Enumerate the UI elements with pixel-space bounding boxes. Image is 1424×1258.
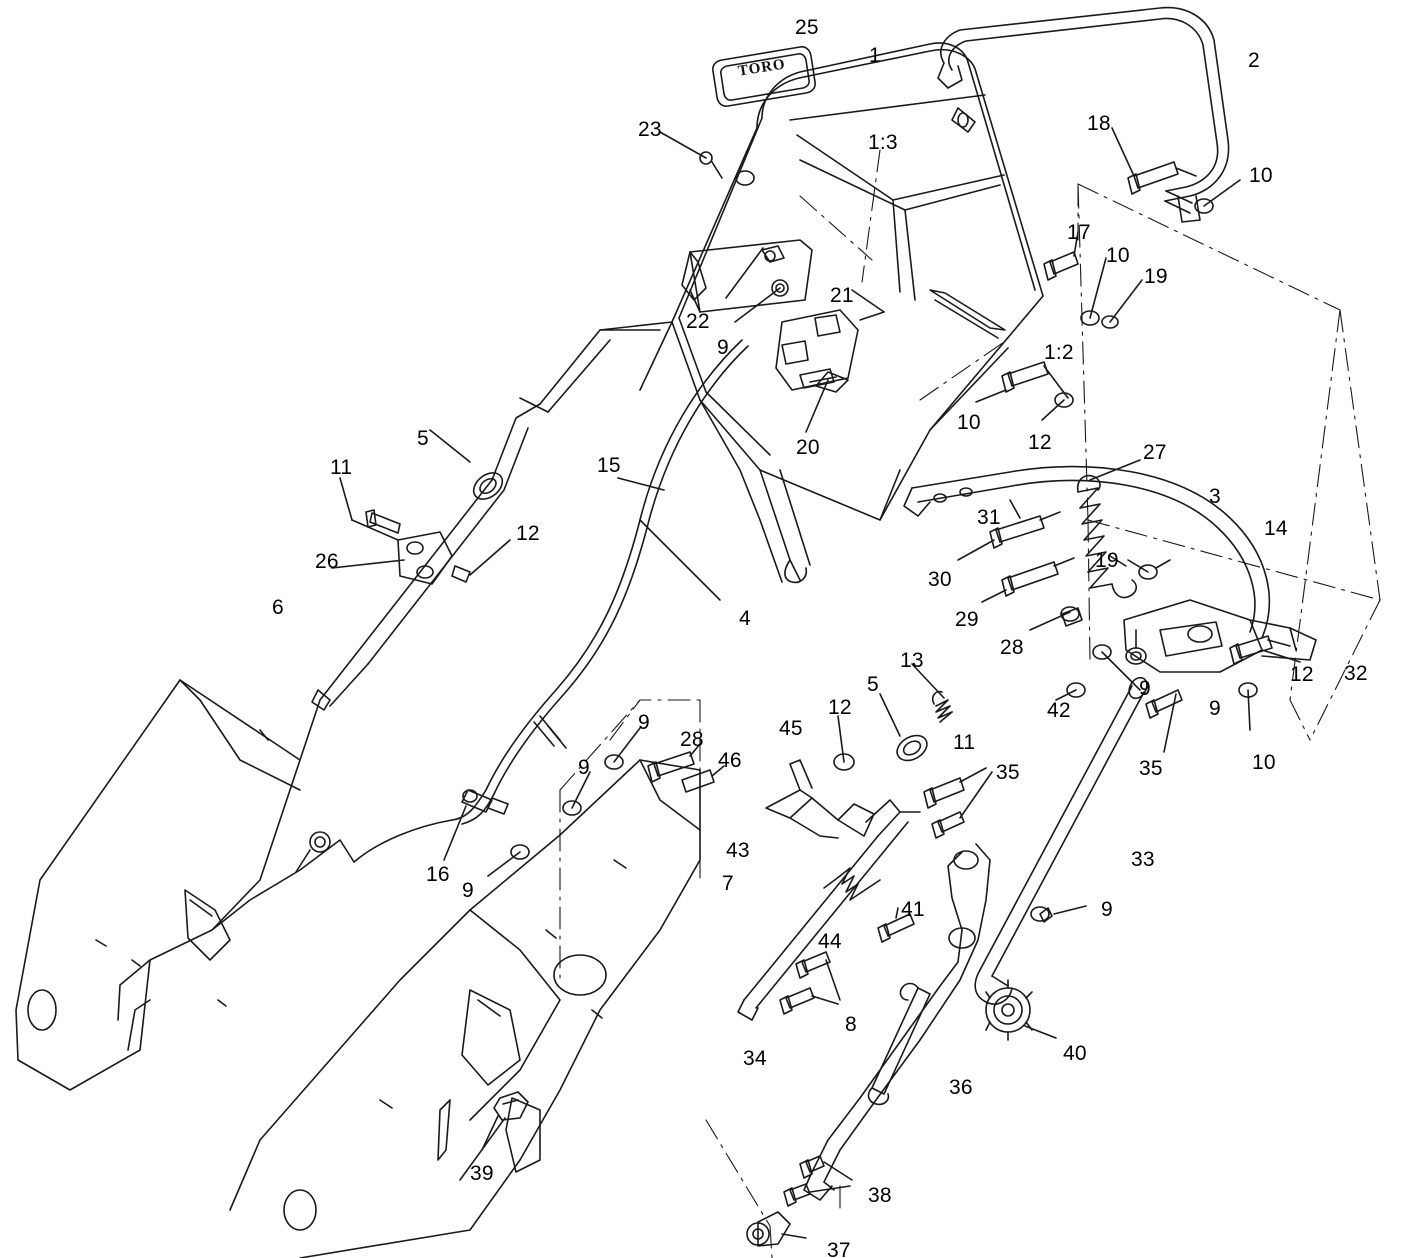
- callout-9-d: 9: [638, 711, 650, 734]
- callout-18: 18: [1087, 112, 1111, 135]
- callout-41: 41: [901, 898, 925, 921]
- callout-31: 31: [977, 506, 1001, 529]
- callout-27: 27: [1143, 441, 1167, 464]
- callout-7: 7: [722, 872, 734, 895]
- callout-6: 6: [272, 596, 284, 619]
- callout-10-a: 10: [1249, 164, 1273, 187]
- callout-43: 43: [726, 839, 750, 862]
- callout-4: 4: [739, 607, 751, 630]
- callout-9-a: 9: [717, 336, 729, 359]
- callout-26: 26: [315, 550, 339, 573]
- callout-12-d: 12: [828, 696, 852, 719]
- callout-42: 42: [1047, 699, 1071, 722]
- callout-5-b: 5: [867, 673, 879, 696]
- callout-30: 30: [928, 568, 952, 591]
- callout-1: 1: [869, 44, 881, 67]
- callout-1-2: 1:2: [1044, 341, 1074, 364]
- callout-15: 15: [597, 454, 621, 477]
- callout-11-a: 11: [330, 456, 353, 479]
- callout-12-a: 12: [1028, 431, 1052, 454]
- callout-9-b: 9: [1139, 677, 1151, 700]
- callout-32: 32: [1344, 662, 1368, 685]
- callout-34: 34: [743, 1047, 767, 1070]
- callout-28-a: 28: [1000, 636, 1024, 659]
- callout-16: 16: [426, 863, 450, 886]
- callout-40: 40: [1063, 1042, 1087, 1065]
- callout-10-b: 10: [1106, 244, 1130, 267]
- callout-19-b: 19: [1095, 549, 1119, 572]
- callout-8: 8: [845, 1013, 857, 1036]
- callout-23: 23: [638, 118, 662, 141]
- callout-13: 13: [900, 649, 924, 672]
- callout-9-e: 9: [578, 756, 590, 779]
- brand-decal-label: TORO: [736, 56, 787, 80]
- callout-9-g: 9: [1101, 898, 1113, 921]
- callout-36: 36: [949, 1076, 973, 1099]
- callout-38: 38: [868, 1184, 892, 1207]
- callout-37: 37: [827, 1239, 851, 1258]
- callout-33: 33: [1131, 848, 1155, 871]
- callout-14: 14: [1264, 517, 1288, 540]
- callout-20: 20: [796, 436, 820, 459]
- callout-11-b: 11: [953, 731, 976, 754]
- callout-5-a: 5: [417, 427, 429, 450]
- callout-28-b: 28: [680, 728, 704, 751]
- callout-3: 3: [1209, 485, 1221, 508]
- callout-44: 44: [818, 930, 842, 953]
- callout-22: 22: [686, 310, 710, 333]
- callout-29: 29: [955, 608, 979, 631]
- callout-10-c: 10: [957, 411, 981, 434]
- callout-21: 21: [830, 284, 854, 307]
- callout-35-b: 35: [996, 761, 1020, 784]
- callout-46: 46: [718, 749, 742, 772]
- callout-39: 39: [470, 1162, 494, 1185]
- callout-9-f: 9: [462, 879, 474, 902]
- callout-35-a: 35: [1139, 757, 1163, 780]
- callout-2: 2: [1248, 49, 1260, 72]
- callout-19-a: 19: [1144, 265, 1168, 288]
- callout-17: 17: [1067, 221, 1091, 244]
- callout-12-b: 12: [516, 522, 540, 545]
- callout-12-c: 12: [1290, 663, 1314, 686]
- callout-45: 45: [779, 717, 803, 740]
- callout-10-d: 10: [1252, 751, 1276, 774]
- callout-9-c: 9: [1209, 697, 1221, 720]
- callout-25: 25: [795, 16, 819, 39]
- callout-1-3: 1:3: [868, 131, 898, 154]
